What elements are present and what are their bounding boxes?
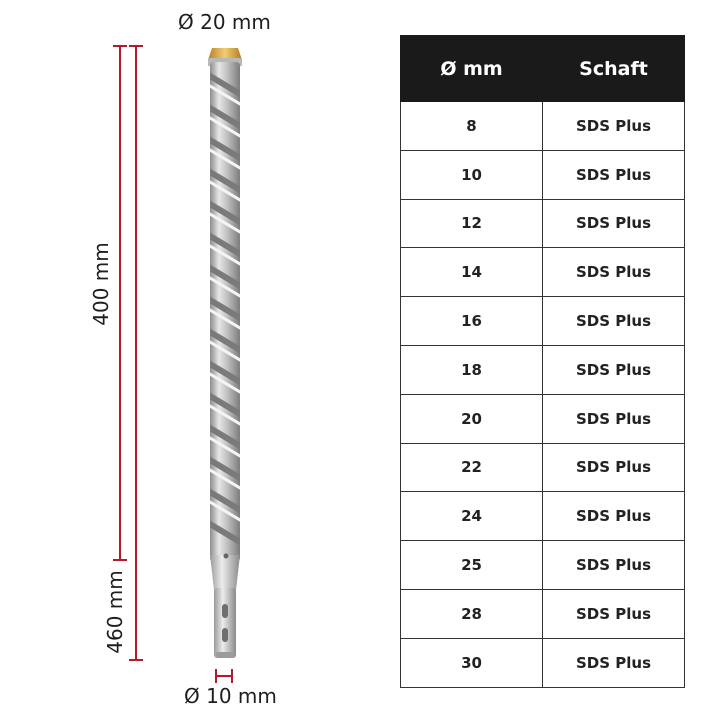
table-row	[401, 443, 685, 492]
table-row	[401, 589, 685, 638]
table-row	[401, 638, 685, 687]
table-row	[401, 394, 685, 443]
header-shank: Schaft	[543, 36, 685, 102]
cell-shank: SDS Plus	[543, 589, 685, 638]
table-row	[401, 492, 685, 541]
cell-diameter: 8	[401, 102, 543, 151]
cell-shank: SDS Plus	[543, 199, 685, 248]
cell-shank: SDS Plus	[543, 297, 685, 346]
header-diameter: Ø mm	[401, 36, 543, 102]
cell-shank: SDS Plus	[543, 150, 685, 199]
cell-diameter: 14	[401, 248, 543, 297]
cell-shank: SDS Plus	[543, 345, 685, 394]
table-row	[401, 102, 685, 151]
cell-diameter: 10	[401, 150, 543, 199]
cell-diameter: 16	[401, 297, 543, 346]
sds-shank	[214, 588, 236, 658]
table-row	[401, 345, 685, 394]
cell-shank: SDS Plus	[543, 638, 685, 687]
head-diameter-label: Ø 20 mm	[178, 10, 271, 34]
cell-diameter: 22	[401, 443, 543, 492]
cell-diameter: 18	[401, 345, 543, 394]
cell-shank: SDS Plus	[543, 394, 685, 443]
total-length-label: 460 mm	[103, 570, 127, 654]
cell-shank: SDS Plus	[543, 492, 685, 541]
cell-shank: SDS Plus	[543, 248, 685, 297]
table-row	[401, 541, 685, 590]
working-length-label: 400 mm	[89, 242, 113, 326]
cell-diameter: 28	[401, 589, 543, 638]
spec-table	[400, 35, 685, 688]
cell-shank: SDS Plus	[543, 443, 685, 492]
cell-shank: SDS Plus	[543, 102, 685, 151]
cell-diameter: 20	[401, 394, 543, 443]
cell-diameter: 12	[401, 199, 543, 248]
table-header-row	[401, 36, 685, 102]
table-row	[401, 150, 685, 199]
cell-shank: SDS Plus	[543, 541, 685, 590]
table-row	[401, 248, 685, 297]
table-row	[401, 199, 685, 248]
table-row	[401, 297, 685, 346]
shank-diameter-label: Ø 10 mm	[184, 684, 277, 708]
cell-diameter: 25	[401, 541, 543, 590]
cell-diameter: 30	[401, 638, 543, 687]
cell-diameter: 24	[401, 492, 543, 541]
